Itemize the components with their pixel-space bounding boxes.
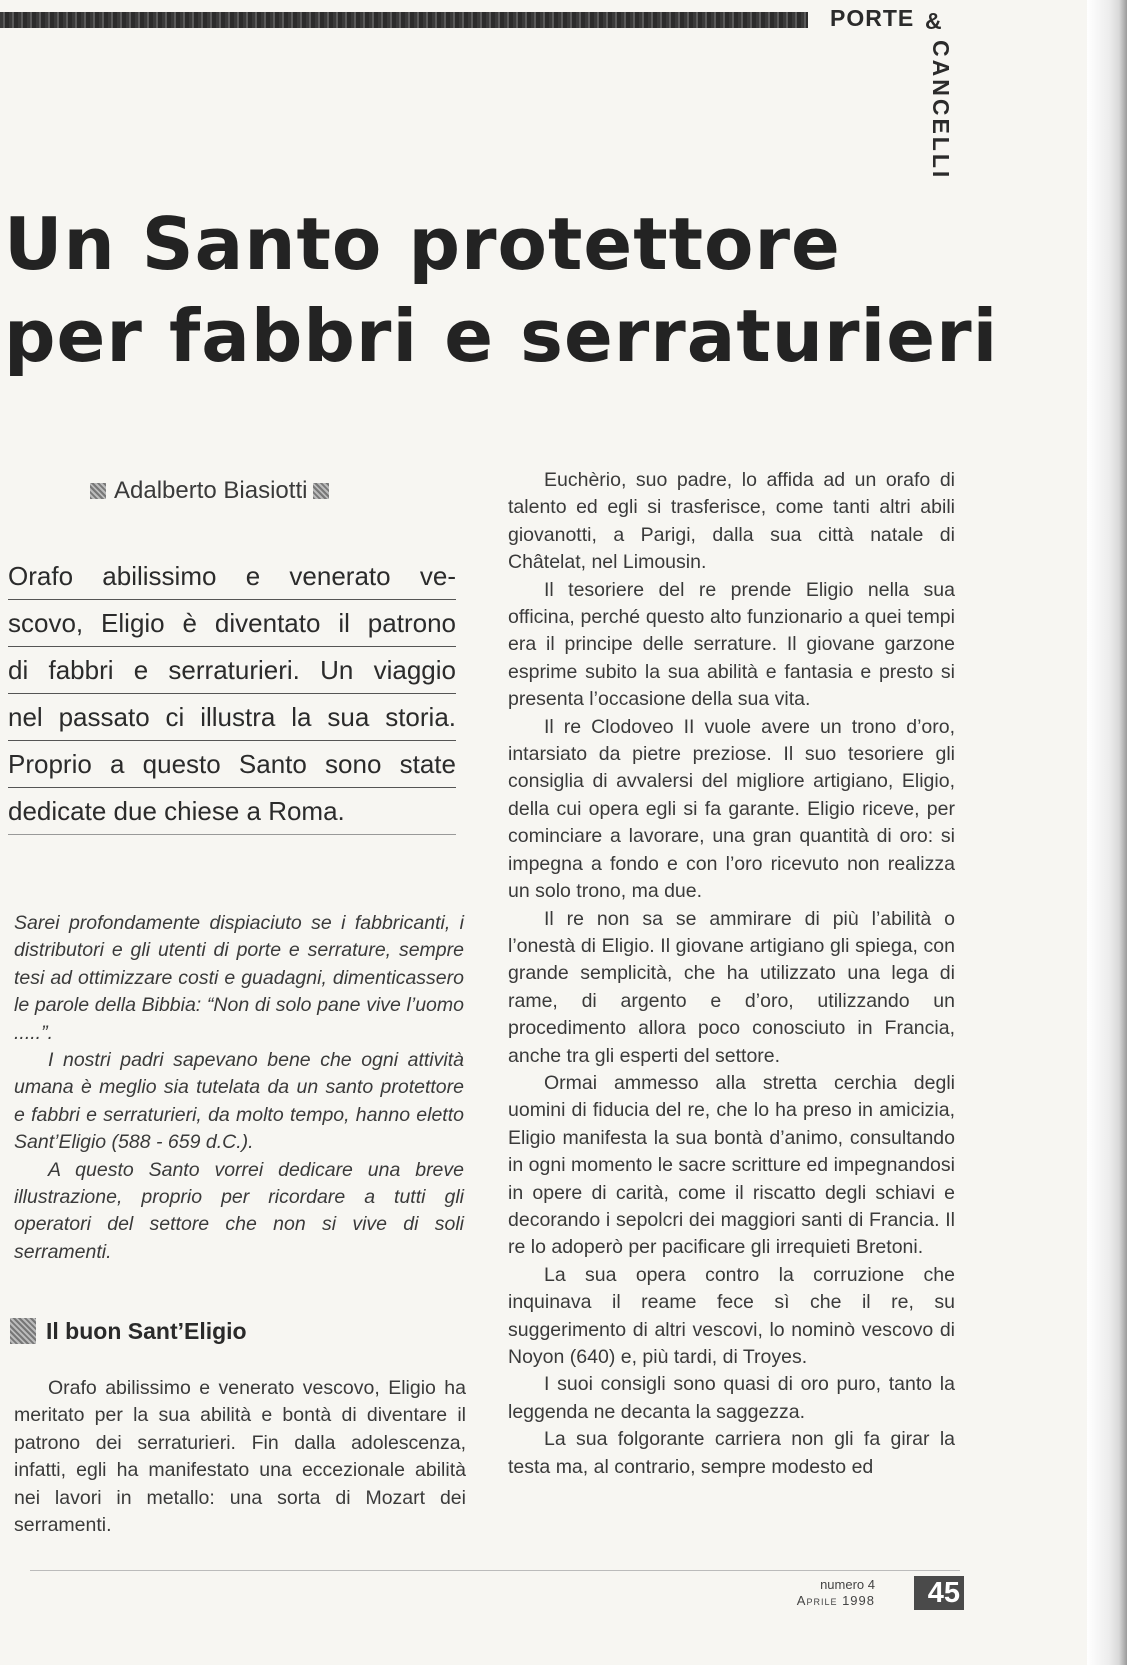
subheading-text: Il buon Sant’Eligio [46,1318,247,1344]
issue-number: numero 4 [820,1577,875,1592]
section-label-vertical: CANCELLI [928,40,954,181]
section-label-top: PORTE [830,5,915,31]
intro-text [14,910,464,1266]
body-paragraph: Il re Clodoveo II vuole avere un trono d’oro, intarsiato da pietre preziose. Il suo tesoriere gli consiglia di avvalersi del migliore artigiano, Eligio, della cui opera egli si fa garante. Eligio riceve, per cominciare a lavorare, una gran quantità di oro: si impegna a fondo e con l’oro ricevuto non realizza un solo trono, ma due. [508,715,955,903]
intro-paragraph: A questo Santo vorrei dedicare una breve illustrazione, proprio per ricordare a tutti gli operatori del settore che non si vive di soli serramenti. [14,1158,464,1263]
body-paragraph: Il tesoriere del re prende Eligio nella sua officina, perché questo alto funzionario a quei tempi era il principe delle serrature. Il giovane garzone esprime subito la sua abilità e fantasia e presto si presenta l’occasione della sua vita. [508,578,955,711]
body-paragraph: Orafo abilissimo e venerato vescovo, Eligio ha meritato per la sua abilità e bontà di diventare il patrono dei serraturieri. Fin dalla adolescenza, infatti, egli ha manifestato una eccezionale abilità nei lavori in metallo: una sorta di Mozart dei serramenti. [14,1377,466,1537]
lead-line: Proprio a questo Santo sono state [8,741,456,788]
bullet-square-icon [10,1318,36,1344]
article-title [4,198,998,382]
body-paragraph: Euchèrio, suo padre, lo affida ad un orafo di talento ed egli si trasferisce, come tanti altri abili giovanotti, a Parigi, dalla sua città natale di Châtelat, nel Limousin. [508,469,955,574]
title-line-1: Un Santo protettore [4,202,841,286]
body-paragraph: Ormai ammesso alla stretta cerchia degli uomini di fiducia del re, che lo ha preso in amicizia, Eligio manifesta la sua bontà d’animo, consultando in ogni momento le sacre scritture ed impegnandosi in opere di carità, come il riscatto degli schiavi e decorando i sepolcri dei maggiori santi di Francia. Il re lo adoperò per pacificare gli irrequieti Bretoni. [508,1071,955,1259]
page-edge-shadow [1087,0,1127,1665]
footer-issue [797,1577,875,1609]
section-ampersand: & [925,8,942,34]
bullet-square-icon [313,483,329,499]
body-paragraph: La sua opera contro la corruzione che inquinava il reame fece sì che il re, su suggerimento di altri vescovi, lo nominò vescovo di Noyon (640) e, più tardi, di Troyes. [508,1263,955,1368]
intro-paragraph: I nostri padri sapevano bene che ogni attività umana è meglio sia tutelata da un santo protettore e fabbri e serraturieri, da molto tempo, hanno eletto Sant’Eligio (588 - 659 d.C.). [14,1049,464,1154]
footer-rule [30,1570,960,1571]
lead-line: di fabbri e serraturieri. Un viaggio [8,647,456,694]
lead-paragraph [8,553,456,835]
header-rule [0,12,808,28]
lead-line: scovo, Eligio è diventato il patrono [8,600,456,647]
intro-paragraph: Sarei profondamente dispiaciuto se i fabbricanti, i distributori e gli utenti di porte e serrature, sempre tesi ad ottimizzare costi e guadagni, dimenticassero le parole della Bibbia: “Non di solo pane vive l’uomo .....”. [14,912,464,1044]
lead-line: dedicate due chiese a Roma. [8,788,456,835]
body-paragraph: La sua folgorante carriera non gli fa girar la testa ma, al contrario, sempre modesto ed [508,1428,955,1478]
title-line-2: per fabbri e serraturieri [4,294,999,378]
lead-line: nel passato ci illustra la sua storia. [8,694,456,741]
subheading [10,1318,247,1345]
bullet-square-icon [90,483,106,499]
body-column-right [508,467,955,1481]
issue-date: Aprile 1998 [796,1593,875,1608]
byline [90,477,329,505]
body-column-left [14,1375,466,1539]
body-paragraph: Il re non sa se ammirare di più l’abilità o l’onestà di Eligio. Il giovane artigiano gli spiega, con grande semplicità, che ha utilizzato una lega di rame, di argento e d’oro, utilizzando un procedimento allora poco conosciuto in Francia, anche tra gli esperti del settore. [508,907,955,1067]
body-paragraph: I suoi consigli sono quasi di oro puro, tanto la leggenda ne decanta la saggezza. [508,1373,955,1423]
author-name: Adalberto Biasiotti [114,477,308,504]
lead-line: Orafo abilissimo e venerato ve- [8,553,456,600]
page-number: 45 [914,1576,964,1610]
